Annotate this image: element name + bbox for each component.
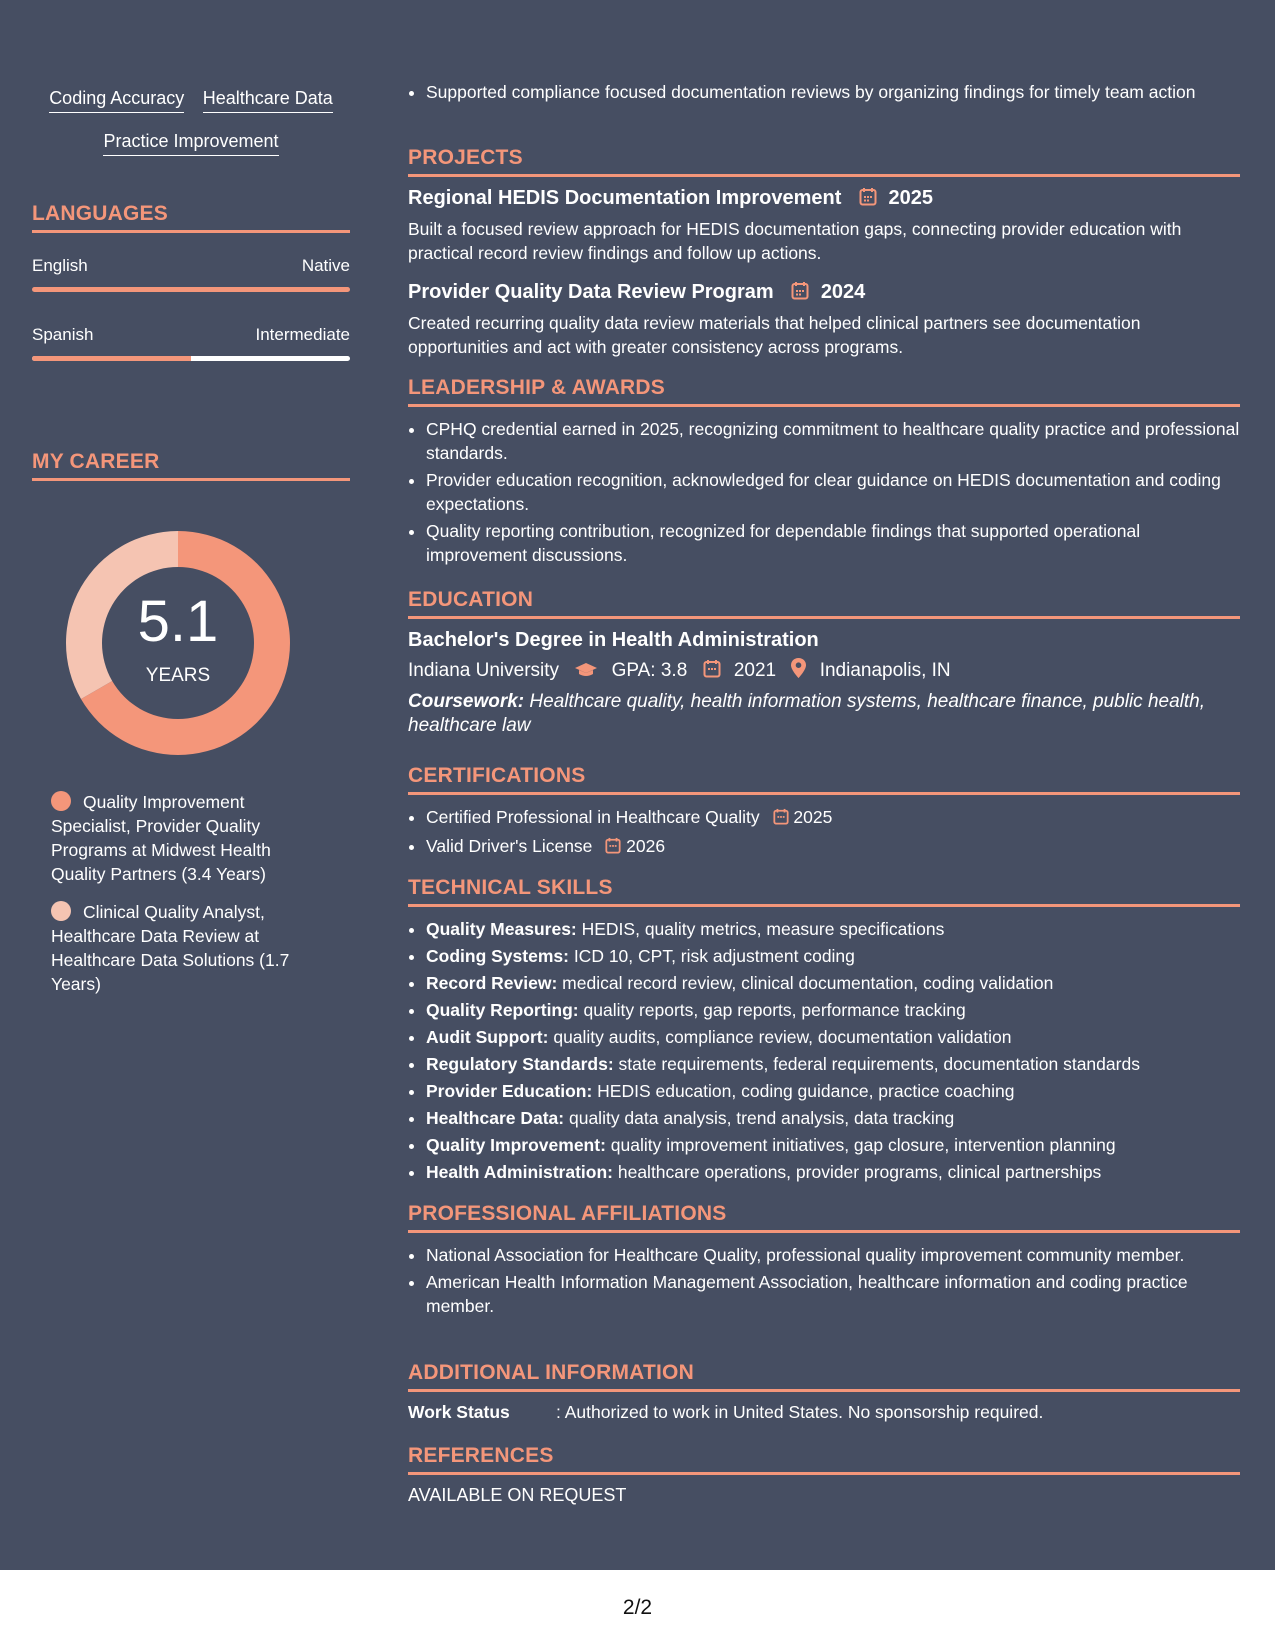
career-legend-label: Quality Improvement Specialist, Provider Quality Programs at Midwest Health Quality Partners (3.4 Years) bbox=[51, 792, 271, 884]
skill-item bbox=[426, 944, 1240, 968]
project-item bbox=[408, 185, 1240, 265]
skill-category: Record Review: bbox=[426, 973, 558, 993]
project-item bbox=[408, 279, 1240, 359]
skill-values: quality audits, compliance review, documentation validation bbox=[548, 1027, 1012, 1047]
skill-item bbox=[426, 998, 1240, 1022]
experience-continued bbox=[408, 80, 1240, 107]
skill-item bbox=[426, 1133, 1240, 1157]
skill-item bbox=[426, 1106, 1240, 1130]
coursework bbox=[408, 690, 1240, 738]
work-status-value: : Authorized to work in United States. No sponsorship required. bbox=[556, 1402, 1044, 1422]
certification-item bbox=[426, 805, 1240, 831]
calendar-icon bbox=[859, 187, 877, 213]
leadership-item: • CPHQ credential earned in 2025, recognizing commitment to healthcare quality practice and professional standards. bbox=[426, 417, 1240, 465]
skill-category: Quality Measures: bbox=[426, 919, 577, 939]
references-text: AVAILABLE ON REQUEST bbox=[408, 1485, 627, 1505]
graduation-cap-icon bbox=[574, 662, 598, 684]
language-bar bbox=[32, 287, 350, 292]
skill-values: quality reports, gap reports, performance tracking bbox=[578, 1000, 966, 1020]
career-legend-item bbox=[51, 900, 321, 996]
skill-item bbox=[426, 1160, 1240, 1184]
leadership-item: • Quality reporting contribution, recognized for dependable findings that supported operational improvement discussions. bbox=[426, 519, 1240, 567]
skill-values: healthcare operations, provider programs, clinical partnerships bbox=[613, 1162, 1102, 1182]
affiliations-section bbox=[408, 1202, 1240, 1321]
skill-values: HEDIS education, coding guidance, practice coaching bbox=[592, 1081, 1015, 1101]
certification-year: 2026 bbox=[626, 836, 666, 856]
references-section bbox=[408, 1444, 1240, 1506]
career-legend-item bbox=[51, 790, 321, 886]
skill-category: Coding Systems: bbox=[426, 946, 569, 966]
skill-category: Audit Support: bbox=[426, 1027, 549, 1047]
affiliation-item: • National Association for Healthcare Quality, professional quality improvement community member. bbox=[426, 1243, 1240, 1267]
school-location: Indianapolis, IN bbox=[819, 660, 951, 681]
skill-category: Quality Reporting: bbox=[426, 1000, 579, 1020]
calendar-icon bbox=[605, 836, 621, 860]
career-legend-label: Clinical Quality Analyst, Healthcare Data Review at Healthcare Data Solutions (1.7 Years) bbox=[51, 902, 290, 994]
project-year: 2025 bbox=[888, 187, 934, 209]
affiliations-title: PROFESSIONAL AFFILIATIONS bbox=[408, 1202, 1240, 1233]
calendar-icon bbox=[703, 659, 721, 684]
skill-tag: Practice Improvement bbox=[103, 131, 278, 156]
language-name: Spanish bbox=[32, 325, 94, 344]
location-pin-icon bbox=[791, 658, 806, 684]
education-section bbox=[408, 588, 1240, 738]
language-level: Intermediate bbox=[255, 325, 350, 344]
certifications-title: CERTIFICATIONS bbox=[408, 764, 1240, 795]
skill-item bbox=[426, 917, 1240, 941]
certification-year: 2025 bbox=[793, 807, 833, 827]
legend-dot-icon bbox=[51, 901, 71, 921]
project-year: 2024 bbox=[820, 281, 866, 303]
skill-category: Regulatory Standards: bbox=[426, 1054, 614, 1074]
skill-category: Health Administration: bbox=[426, 1162, 613, 1182]
leadership-title: LEADERSHIP & AWARDS bbox=[408, 376, 1240, 407]
leadership-section bbox=[408, 376, 1240, 570]
additional-title: ADDITIONAL INFORMATION bbox=[408, 1361, 1240, 1392]
skill-values: medical record review, clinical documentation, coding validation bbox=[557, 973, 1054, 993]
project-name: Provider Quality Data Review Program bbox=[408, 281, 774, 303]
education-details bbox=[408, 658, 1240, 684]
certification-item bbox=[426, 834, 1240, 860]
certification-name: Certified Professional in Healthcare Quality bbox=[426, 807, 760, 827]
project-name: Regional HEDIS Documentation Improvement bbox=[408, 187, 842, 209]
project-description: Created recurring quality data review materials that helped clinical partners see documentation opportunities and act with greater consistency across programs. bbox=[408, 313, 1141, 357]
skills-section bbox=[408, 876, 1240, 1187]
skill-tag: Coding Accuracy bbox=[49, 88, 184, 113]
skill-item bbox=[426, 1079, 1240, 1103]
skills-title: TECHNICAL SKILLS bbox=[408, 876, 1240, 907]
language-level: Native bbox=[301, 256, 350, 275]
calendar-icon bbox=[791, 281, 809, 307]
skill-tag: Healthcare Data bbox=[203, 88, 333, 113]
coursework-text: Healthcare quality, health information systems, healthcare finance, public health, healthcare law bbox=[408, 691, 1205, 736]
school-name: Indiana University bbox=[408, 660, 560, 681]
coursework-label: Coursework: bbox=[408, 691, 525, 712]
calendar-icon bbox=[773, 807, 789, 831]
leadership-item: • Provider education recognition, acknowledged for clear guidance on HEDIS documentation and coding expectations. bbox=[426, 468, 1240, 516]
gpa: GPA: 3.8 bbox=[611, 660, 688, 681]
career-years-label: YEARS bbox=[145, 665, 211, 686]
languages-title: LANGUAGES bbox=[32, 202, 350, 233]
references-title: REFERENCES bbox=[408, 1444, 1240, 1475]
language-bar bbox=[32, 356, 350, 361]
skill-item bbox=[426, 1052, 1240, 1076]
projects-title: PROJECTS bbox=[408, 146, 1240, 177]
work-status-row bbox=[408, 1402, 1240, 1423]
language-bar-fill bbox=[32, 356, 191, 361]
additional-section bbox=[408, 1361, 1240, 1423]
skill-item bbox=[426, 1025, 1240, 1049]
skill-tags bbox=[32, 88, 350, 174]
skill-values: state requirements, federal requirements, documentation standards bbox=[613, 1054, 1140, 1074]
skill-values: quality data analysis, trend analysis, data tracking bbox=[564, 1108, 955, 1128]
certifications-section bbox=[408, 764, 1240, 863]
skill-category: Healthcare Data: bbox=[426, 1108, 565, 1128]
page-number: 2/2 bbox=[622, 1596, 653, 1619]
education-title: EDUCATION bbox=[408, 588, 1240, 619]
skill-category: Quality Improvement: bbox=[426, 1135, 606, 1155]
project-description: Built a focused review approach for HEDIS documentation gaps, connecting provider education with practical record review findings and follow up actions. bbox=[408, 219, 1182, 263]
projects-section bbox=[408, 146, 1240, 359]
skill-values: ICD 10, CPT, risk adjustment coding bbox=[568, 946, 855, 966]
career-donut-chart bbox=[66, 531, 290, 755]
graduation-year: 2021 bbox=[733, 660, 777, 681]
skill-item bbox=[426, 971, 1240, 995]
career-title: MY CAREER bbox=[32, 450, 350, 481]
skill-values: quality improvement initiatives, gap closure, intervention planning bbox=[605, 1135, 1116, 1155]
experience-bullet: • Supported compliance focused documentation reviews by organizing findings for timely team action bbox=[426, 80, 1240, 104]
legend-dot-icon bbox=[51, 791, 71, 811]
skill-values: HEDIS, quality metrics, measure specifications bbox=[576, 919, 945, 939]
work-status-label: Work Status bbox=[408, 1402, 510, 1422]
language-bar-fill bbox=[32, 287, 350, 292]
degree-title: Bachelor's Degree in Health Administration bbox=[408, 629, 819, 651]
affiliation-item: • American Health Information Management Association, healthcare information and coding practice member. bbox=[426, 1270, 1240, 1318]
certification-name: Valid Driver's License bbox=[426, 836, 593, 856]
career-total-years: 5.1 bbox=[137, 589, 219, 654]
skill-category: Provider Education: bbox=[426, 1081, 593, 1101]
language-name: English bbox=[32, 256, 88, 275]
